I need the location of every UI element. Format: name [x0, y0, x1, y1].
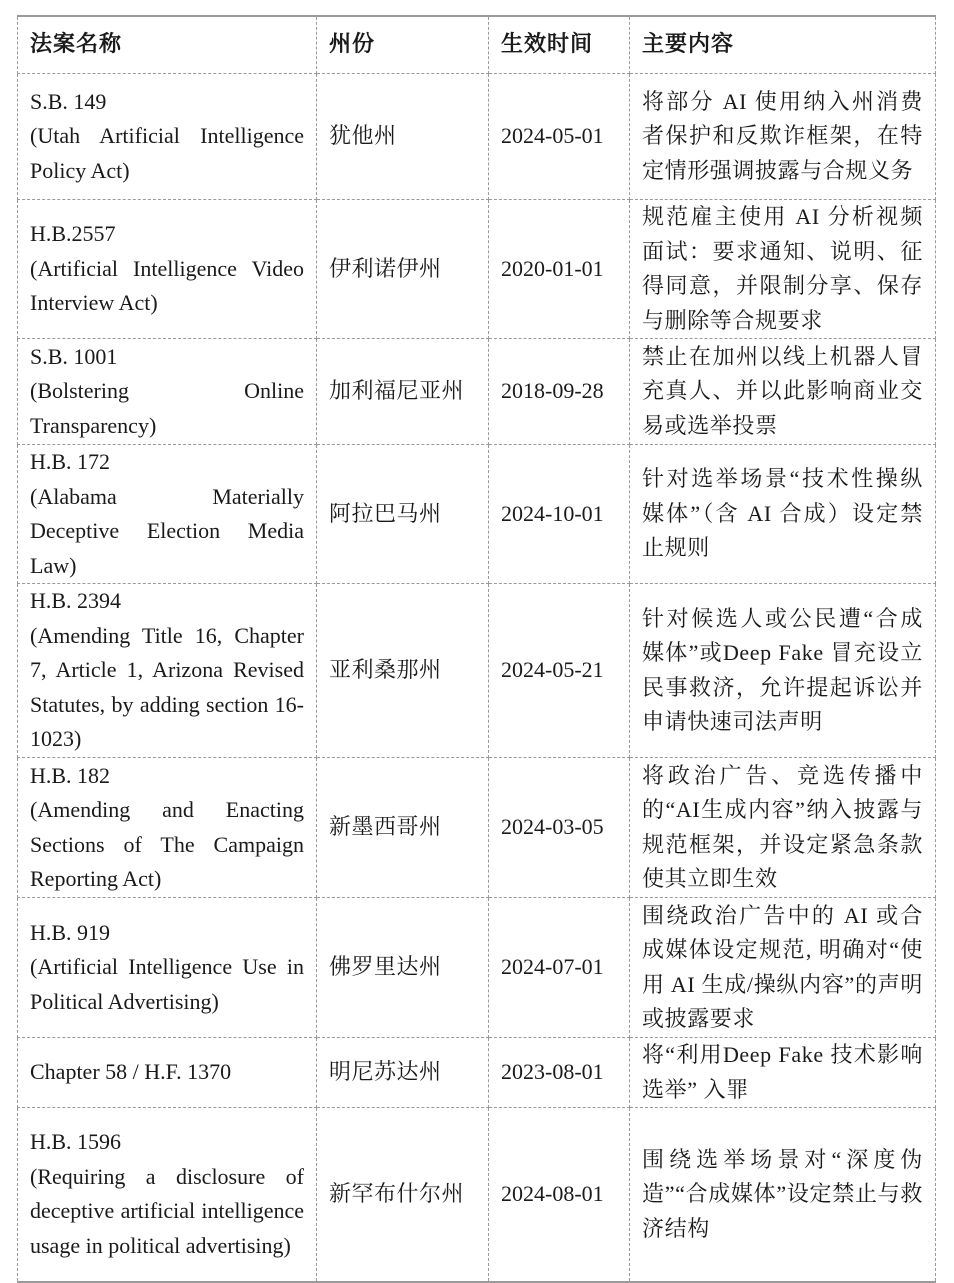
bill-code: S.B. 149	[30, 88, 107, 114]
table-header-row	[18, 16, 936, 74]
bill-code: H.B. 182	[30, 762, 111, 788]
laws-table	[17, 15, 936, 1283]
bill-name-cell	[18, 1038, 317, 1108]
bill-title: (Artificial Intelligence Video Interview Act)	[30, 255, 304, 316]
bill-name-cell	[18, 898, 317, 1038]
state-cell: 新罕布什尔州	[317, 1108, 489, 1282]
effective-date-cell: 2020-01-01	[489, 200, 630, 339]
bill-code: H.B. 172	[30, 449, 111, 474]
bill-name-cell	[18, 445, 317, 584]
effective-date-cell: 2024-03-05	[489, 758, 630, 898]
header-state: 州份	[317, 16, 489, 74]
content-cell: 禁止在加州以线上机器人冒充真人、并以此影响商业交易或选举投票	[630, 339, 936, 445]
effective-date-cell: 2023-08-01	[489, 1038, 630, 1108]
table-row	[18, 339, 936, 445]
state-cell: 加利福尼亚州	[317, 339, 489, 445]
state-cell: 阿拉巴马州	[317, 445, 489, 584]
content-cell: 针对候选人或公民遭“合成媒体”或Deep Fake 冒充设立民事救济，允许提起诉讼并申请快速司法声明	[630, 584, 936, 758]
effective-date-cell: 2024-05-01	[489, 74, 630, 200]
content-cell: 将政治广告、竞选传播中的“AI生成内容”纳入披露与规范框架，并设定紧急条款使其立即生效	[630, 758, 936, 898]
bill-code: Chapter 58 / H.F. 1370	[30, 1059, 232, 1085]
bill-name-cell	[18, 584, 317, 758]
bill-code: H.B. 2394	[30, 588, 122, 614]
bill-name-cell	[18, 1108, 317, 1282]
bill-title: (Bolstering Online Transparency)	[30, 378, 304, 438]
content-cell: 将部分 AI 使用纳入州消费者保护和反欺诈框架，在特定情形强调披露与合规义务	[630, 74, 936, 200]
effective-date-cell: 2018-09-28	[489, 339, 630, 445]
bill-name-cell	[18, 200, 317, 339]
bill-code: H.B. 1596	[30, 1129, 122, 1155]
bill-code: H.B.2557	[30, 221, 116, 247]
content-cell: 围绕选举场景对“深度伪造”“合成媒体”设定禁止与救济结构	[630, 1108, 936, 1282]
table-row	[18, 74, 936, 200]
table-row	[18, 1038, 936, 1108]
content-cell: 针对选举场景“技术性操纵媒体”（含 AI 合成）设定禁止规则	[630, 445, 936, 584]
table-row	[18, 584, 936, 758]
bill-title: (Amending Title 16, Chapter 7, Article 1, Arizona Revised Statutes, by adding section 16-1023)	[30, 622, 304, 752]
effective-date-cell: 2024-07-01	[489, 898, 630, 1038]
bill-code: H.B. 919	[30, 919, 111, 945]
bill-title: (Requiring a disclosure of deceptive artificial intelligence usage in political advertising)	[30, 1163, 304, 1258]
header-main-content: 主要内容	[630, 16, 936, 74]
header-bill-name: 法案名称	[18, 16, 317, 74]
content-cell: 围绕政治广告中的 AI 或合成媒体设定规范, 明确对“使用 AI 生成/操纵内容”的声明或披露要求	[630, 898, 936, 1038]
state-cell: 佛罗里达州	[317, 898, 489, 1038]
table-row	[18, 898, 936, 1038]
bill-name-cell	[18, 74, 317, 200]
table-row	[18, 758, 936, 898]
bill-name-cell	[18, 758, 317, 898]
effective-date-cell: 2024-10-01	[489, 445, 630, 584]
state-cell: 明尼苏达州	[317, 1038, 489, 1108]
effective-date-cell: 2024-05-21	[489, 584, 630, 758]
bill-code: S.B. 1001	[30, 343, 118, 369]
bill-name-cell	[18, 339, 317, 445]
state-cell: 亚利桑那州	[317, 584, 489, 758]
effective-date-cell: 2024-08-01	[489, 1108, 630, 1282]
header-effective-date: 生效时间	[489, 16, 630, 74]
bill-title: (Artificial Intelligence Use in Political Advertising)	[30, 954, 304, 1014]
state-cell: 新墨西哥州	[317, 758, 489, 898]
table-row	[18, 1108, 936, 1282]
bill-title: (Amending and Enacting Sections of The Campaign Reporting Act)	[30, 797, 304, 891]
content-cell: 将“利用Deep Fake 技术影响选举” 入罪	[630, 1038, 936, 1108]
content-cell: 规范雇主使用 AI 分析视频面试：要求通知、说明、征得同意，并限制分享、保存与删除等合规要求	[630, 200, 936, 339]
state-cell: 伊利诺伊州	[317, 200, 489, 339]
table-row	[18, 200, 936, 339]
table-row	[18, 445, 936, 584]
state-cell: 犹他州	[317, 74, 489, 200]
bill-title: (Utah Artificial Intelligence Policy Act)	[30, 123, 304, 183]
bill-title: (Alabama Materially Deceptive Election Media Law)	[30, 483, 304, 578]
